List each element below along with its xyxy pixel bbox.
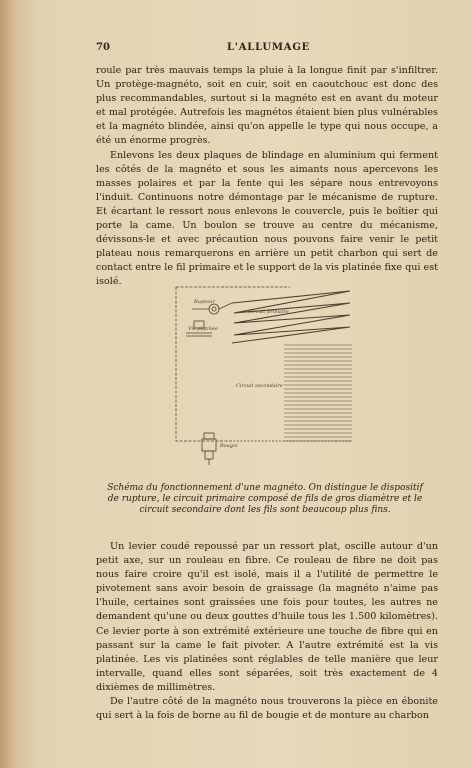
running-title: L'ALLUMAGE [227,42,311,53]
text-block-bottom [96,540,438,723]
page-number: 70 [96,42,110,53]
rupteur-cam [209,304,219,314]
circuit-wire [176,287,230,441]
paragraph: Un levier coudé repoussé par un ressort plat, oscille autour d'un petit axe, sur un rouleau en fibre. Ce rouleau de fibre ne doit pas nous faire croire qu'il est isolé, mais il a l'utilité de permettre le pivotement sans avoir besoin de graissage (la magnéto n'aime pas l'huile, certaines sont graissées une fois pour toutes, les autres ne demandent qu'une ou deux gouttes d'huile tous les 1.500 kilomètres). Ce levier porte à son extrémité extérieure une touche de fibre qui en passant sur la came le fait pivoter. A l'autre extrémité est la vis platinée. Les vis platinées sont réglables de telle manière que leur intervalle, quand elles sont séparées, soit très exactement de 4 dixièmes de millimètres. [96,541,438,693]
paragraph: Enlevons les deux plaques de blindage en aluminium qui ferment les côtés de la magnéto et sous les aimants nous apercevons les masses polaires et par la fente qui les sépare nous entrevoyons l'induit. Continuons notre démontage par le mécanisme de rupture. Et écartant le ressort nous enlevons le couvercle, puis le boîtier qui porte la came. Un boulon se trouve au centre du mécanisme, dévissons-le et avec précaution nous pouvons faire venir le petit plateau nous remarquerons en arrière un petit charbon qui sert de contact entre le fil primaire et le support de la vis platinée fixe qui est isolé. [96,149,438,288]
figure-caption: Schéma du fonctionnement d'une magnéto. On distingue le dispositif de rupture, le circuit primaire composé de fils de gros diamètre et le circuit secondaire dont les fils sont beaucoup plus fins. [107,483,423,515]
paragraph: roule par très mauvais temps la pluie à la longue finit par s'infiltrer. Un protège-magnéto, soit en cuir, soit en caoutchouc est donc des plus recommandables, surtout si la magnéto est en avant du moteur et mal protégée. Autrefois les magnétos étaient bien plus vulnérables et la magnéto blindée, ainsi qu'on appelle le type qui nous occupe, a été un énorme progrès. [96,65,438,147]
magneto-diagram [172,283,372,473]
label-rupteur: Rupteur [194,299,215,305]
page-header [96,42,432,56]
primary-coil [232,291,350,343]
label-circuit-primaire: Circuit primaire [248,309,289,315]
label-circuit-secondaire: Circuit secondaire [236,383,283,389]
paragraph: De l'autre côté de la magnéto nous trouverons la pièce en ébonite qui sert à la fois de borne au fil de bougie et de monture au charbon [96,696,438,722]
label-vis-platinee: Vis platinée [188,326,218,332]
text-block-top [96,64,438,290]
secondary-coil [284,345,352,441]
label-bougie: Bougie [220,443,238,449]
